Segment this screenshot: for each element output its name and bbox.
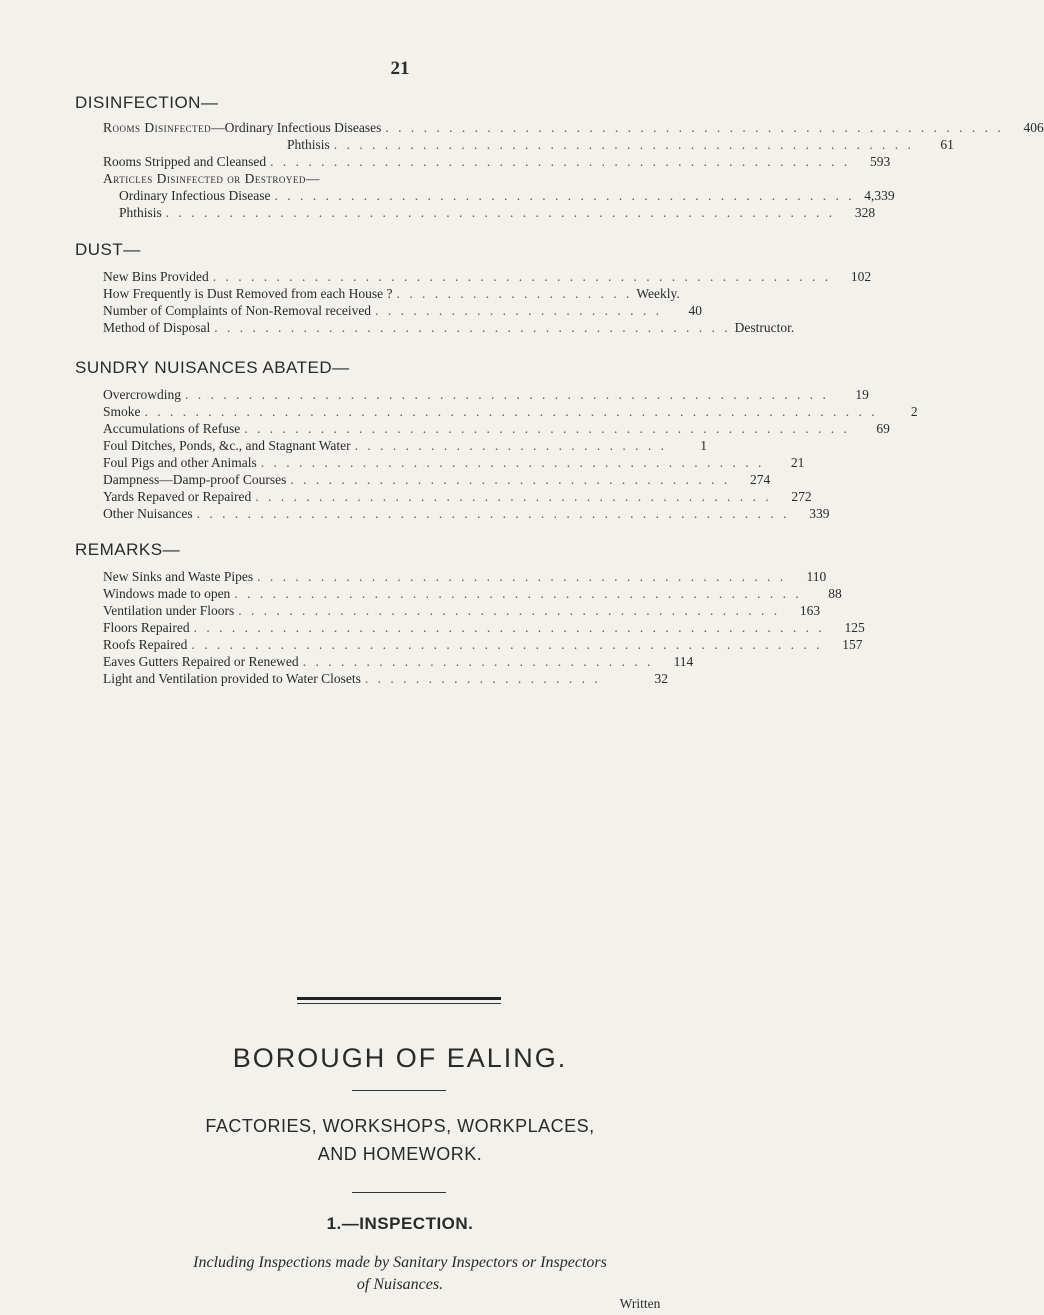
row-label: Smoke	[103, 404, 141, 419]
factories-title-line2: AND HOMEWORK.	[317, 1144, 483, 1164]
leader-dots: . . . . . . . . . . . . . . . . . . . . . . . . . . . . . . . . . . . . . . . . . . .	[238, 603, 781, 618]
row-value: 19	[855, 387, 869, 402]
row-label: Light and Ventilation provided to Water Closets	[103, 671, 361, 686]
row-label: Floors Repaired	[103, 620, 190, 635]
leader-dots: . . . . . . . . . . . . . . . . . . . . . . . . . . . . . . . . . . . . . . . . . . . . . . . . . .	[193, 620, 825, 635]
leader-dots: . . . . . . . . . . . . . . . . . . . . . . . . . . . . . . . . . . . . . . . . . . . . . .	[274, 188, 855, 203]
row-value: 328	[854, 205, 876, 220]
leader-dots: . . . . . . . . . . . . . . . . . . . . . . . . . . . . . . . . . . . . . . . . .	[214, 320, 731, 335]
row-value: 114	[673, 654, 694, 669]
leader-dots: . . . . . . . . . . . . . . . . . . . . . . . . . . . . . . . . . . . . . . . . . . . . . .	[333, 137, 914, 152]
leader-dots: . . . . . . . . . . . . . . . . . . . . . . . . . . . . . . . . . . . . . . . . . . . . . . . . . . . . . . . . . .	[144, 404, 878, 419]
row-value: 274	[749, 472, 771, 487]
leader-dots: . . . . . . . . . . . . . . . . . . . . . . . . . . . . . . . . . . . . . . . . . . . . .	[234, 586, 802, 601]
leader-dots: . . . . . . . . . . . . . . . . . . . . . . . . . . . . . . . . . . . . . . . . . . . . . . .	[196, 506, 790, 521]
leader-dots: . . . . . . . . . . . . . . . . . . . . . . . . . . . . . . . . . . . . . . . .	[260, 455, 765, 470]
row-label: Yards Repaved or Repaired	[103, 489, 252, 504]
leader-dots: . . . . . . . . . . . . . . . . . . . . . . . . . . . . . . . . . . .	[290, 472, 731, 487]
row-value: 69	[876, 421, 890, 436]
leader-dots: . . . . . . . . . . . . . . . . . . . . . . . . . . . . . . . . . . . . . . . . . . . . . . . .	[244, 421, 850, 436]
disinfection-title: DISINFECTION—	[75, 93, 219, 112]
col-written-line1: Written	[619, 1296, 661, 1311]
row-value: 4,339	[864, 188, 895, 203]
borough-title: BOROUGH OF EALING.	[232, 1043, 568, 1073]
leader-dots: . . . . . . . . . . . . . . . . . . . . . . . . . . . . . . . . . . . . . . . . . . . . . .	[270, 154, 851, 169]
leader-dots: . . . . . . . . . . . . . . . . . . . . . . . . . . . . . . . . . . . . . . . . . . . . . . . . . . . . .	[165, 205, 836, 220]
row-label: Accumulations of Refuse	[103, 421, 241, 436]
remarks-title: REMARKS—	[75, 540, 181, 559]
row-label: Foul Ditches, Ponds, &c., and Stagnant Water	[103, 438, 351, 453]
row-label: Number of Complaints of Non-Removal received	[103, 303, 372, 318]
leader-dots: . . . . . . . . . . . . . . . . . . .	[396, 286, 633, 301]
leader-dots: . . . . . . . . . . . . . . . . . . . . . . . . . . . . . . . . . . . . . . . . .	[255, 489, 772, 504]
row-value: 21	[790, 455, 805, 470]
sundry-title: SUNDRY NUISANCES ABATED—	[75, 358, 350, 377]
leader-dots: . . . . . . . . . . . . . . . . . . . . . . . . .	[354, 438, 668, 453]
row-value: 1	[700, 438, 708, 453]
row-value: 406	[1023, 120, 1044, 135]
row-value: 163	[799, 603, 821, 618]
leader-dots: . . . . . . . . . . . . . . . . . . . . . . . . . . . . . . . . . . . . . . . . . . . . . . . . .	[212, 269, 832, 284]
leader-dots: . . . . . . . . . . . . . . . . . . . . . . . . . . . . . . . . . . . . . . . . . . . . . . . . .	[385, 120, 1004, 135]
row-label: Ventilation under Floors	[103, 603, 235, 618]
dust-title: DUST—	[75, 240, 141, 259]
leader-dots: . . . . . . . . . . . . . . . . . . .	[364, 671, 601, 686]
row-label: Rooms Stripped and Cleansed	[103, 154, 267, 169]
row-value: 339	[809, 506, 830, 521]
row-label: Dampness—Damp-proof Courses	[103, 472, 287, 487]
row-label: New Bins Provided	[103, 269, 209, 284]
row-value: 32	[654, 671, 668, 686]
row-label-smallcaps: Rooms Disinfected	[103, 120, 212, 135]
row-value: 40	[688, 303, 702, 318]
row-label: Foul Pigs and other Animals	[103, 455, 257, 470]
row-label: Phthisis	[287, 137, 330, 152]
row-label: Roofs Repaired	[103, 637, 188, 652]
col-written-notices	[608, 1296, 672, 1312]
row-label: Ordinary Infectious Disease	[119, 188, 271, 203]
row-label: —Ordinary Infectious Diseases	[211, 120, 382, 135]
row-label: New Sinks and Waste Pipes	[103, 569, 254, 584]
row-label: Other Nuisances	[103, 506, 193, 521]
row-value: Weekly.	[636, 286, 680, 301]
page-number: 21	[390, 58, 410, 79]
leader-dots: . . . . . . . . . . . . . . . . . . . . . . . . . . . . . . . . . . . . . . . . . . . . . . . . . . .	[184, 387, 829, 402]
leader-dots: . . . . . . . . . . . . . . . . . . . . . . . . . . . . . . . . . . . . . . . . . .	[257, 569, 787, 584]
row-value: 125	[844, 620, 865, 635]
row-value: 102	[850, 269, 872, 284]
row-value: 110	[806, 569, 827, 584]
row-value: 272	[791, 489, 812, 504]
leader-dots: . . . . . . . . . . . . . . . . . . . . . . . . . . . . . . . . . . . . . . . . . . . . . . . . . .	[191, 637, 823, 652]
including-line1: Including Inspections made by Sanitary Inspectors or Inspectors	[193, 1254, 607, 1271]
row-label: How Frequently is Dust Removed from each House ?	[103, 286, 393, 301]
row-label-smallcaps: Articles Disinfected or Destroyed—	[103, 171, 320, 186]
row-value: 61	[940, 137, 954, 152]
leader-dots: . . . . . . . . . . . . . . . . . . . . . . . . . . . .	[302, 654, 654, 669]
row-value: 593	[869, 154, 891, 169]
row-label: Windows made to open	[103, 586, 231, 601]
row-value: Destructor.	[734, 320, 795, 335]
row-value: 2	[910, 404, 918, 419]
row-value: 157	[842, 637, 863, 652]
row-label: Overcrowding	[103, 387, 181, 402]
row-label: Eaves Gutters Repaired or Renewed	[103, 654, 299, 669]
inspection-title: 1.—INSPECTION.	[326, 1214, 474, 1233]
row-label: Phthisis	[119, 205, 162, 220]
row-label: Method of Disposal	[103, 320, 211, 335]
leader-dots: . . . . . . . . . . . . . . . . . . . . . . .	[375, 303, 662, 318]
row-value: 88	[828, 586, 842, 601]
including-line2: of Nuisances.	[356, 1276, 444, 1293]
factories-title-line1: FACTORIES, WORKSHOPS, WORKPLACES,	[205, 1116, 595, 1136]
